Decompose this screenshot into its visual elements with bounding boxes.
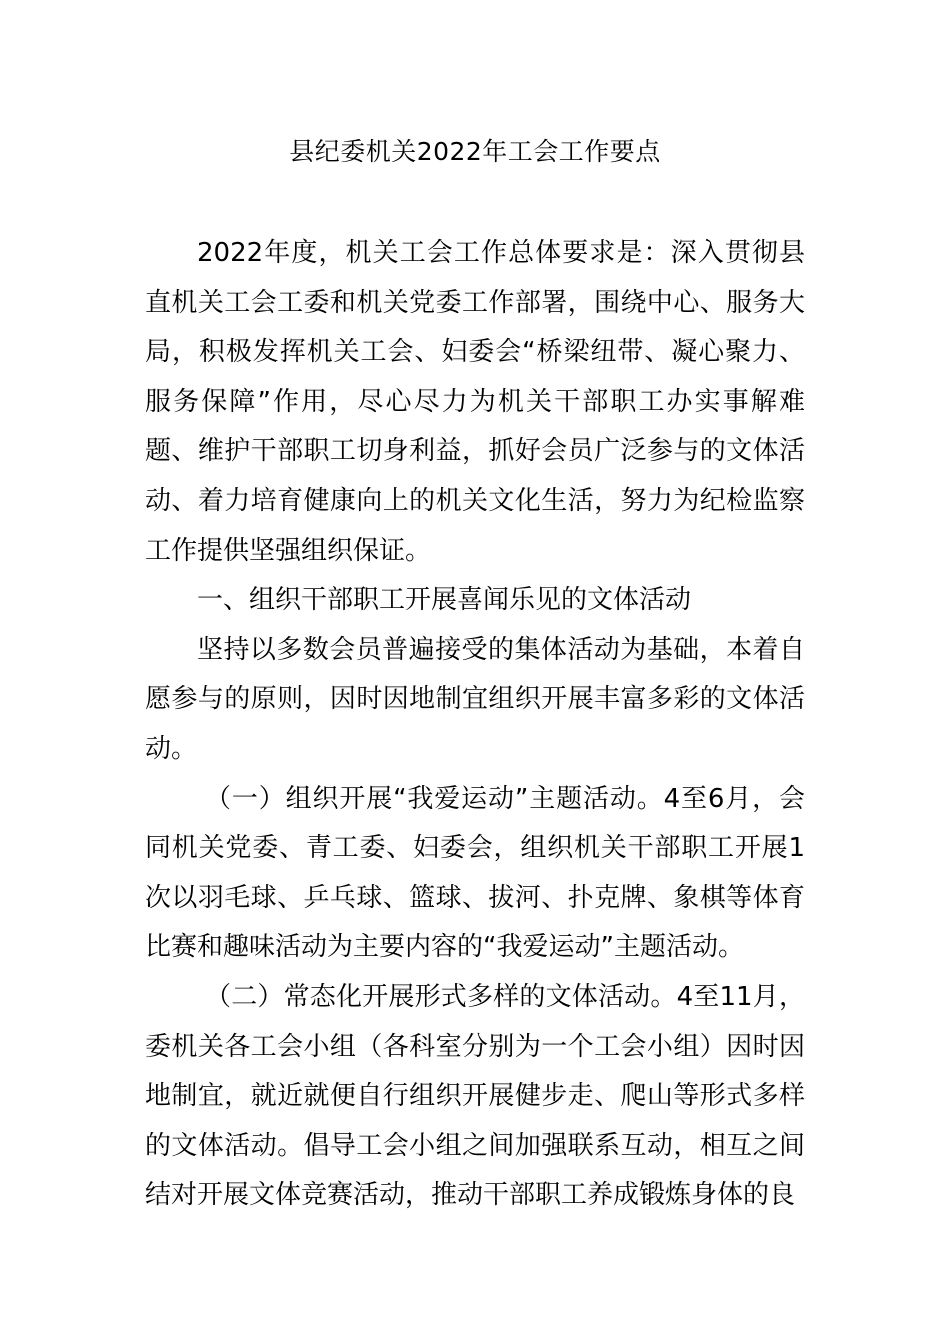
paragraph-item-2: （二）常态化开展形式多样的文体活动。4至11月，委机关各工会小组（各科室分别为一个工会小组）因时因地制宜，就近就便自行组织开展健步走、爬山等形式多样的文体活动。倡导工会小组之间加强联系互动，相互之间结对开展文体竞赛活动，推动干部职工养成锻炼身体的良	[145, 981, 805, 1211]
paragraph-section-1-intro: 坚持以多数会员普遍接受的集体活动为基础，本着自愿参与的原则，因时因地制宜组织开展丰富多彩的文体活动。	[145, 634, 805, 764]
paragraph-item-1: （一）组织开展“我爱运动”主题活动。4至6月，会同机关党委、青工委、妇委会，组织机关干部职工开展1次以羽毛球、乒乓球、篮球、拔河、扑克牌、象棋等体育比赛和趣味活动为主要内容的“我爱运动”主题活动。	[145, 783, 805, 963]
section-heading-1: 一、组织干部职工开展喜闻乐见的文体活动	[197, 585, 692, 616]
paragraph-overall-requirements: 2022年度，机关工会工作总体要求是：深入贯彻县直机关工会工委和机关党委工作部署，围绕中心、服务大局，积极发挥机关工会、妇委会“桥梁纽带、凝心聚力、服务保障”作用，尽心尽力为机关干部职工办实事解难题、维护干部职工切身利益，抓好会员广泛参与的文体活动、着力培育健康向上的机关文化生活，努力为纪检监察工作提供坚强组织保证。	[145, 238, 805, 566]
document-title: 县纪委机关2022年工会工作要点	[289, 137, 661, 166]
document-body	[145, 229, 805, 1221]
